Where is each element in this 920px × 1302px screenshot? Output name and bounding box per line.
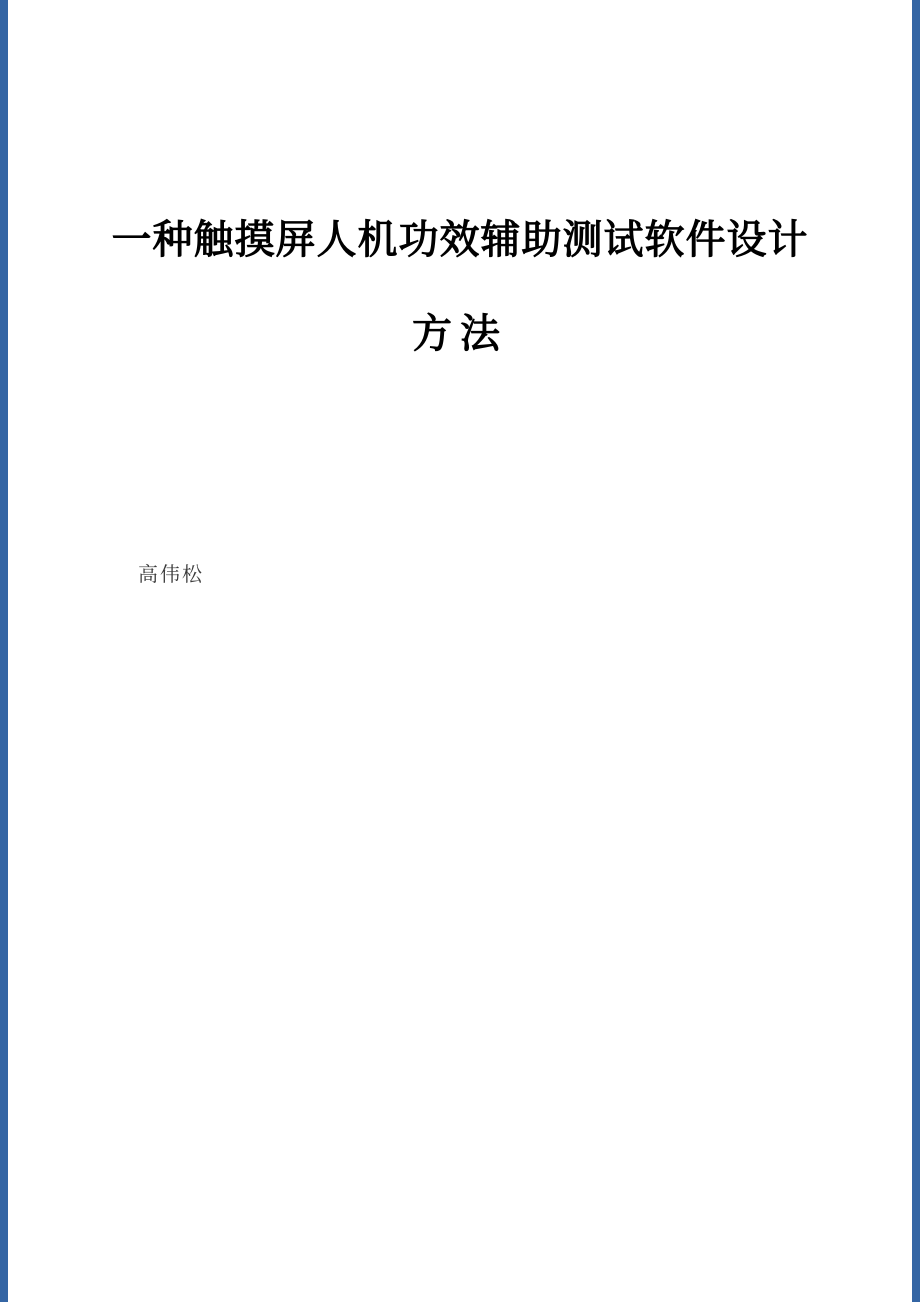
title-line-1: 一种触摸屏人机功效辅助测试软件设计 bbox=[111, 217, 809, 262]
title-line-2: 方法 bbox=[412, 311, 508, 356]
document-title bbox=[0, 193, 920, 381]
author-name: 高伟松 bbox=[138, 564, 204, 586]
